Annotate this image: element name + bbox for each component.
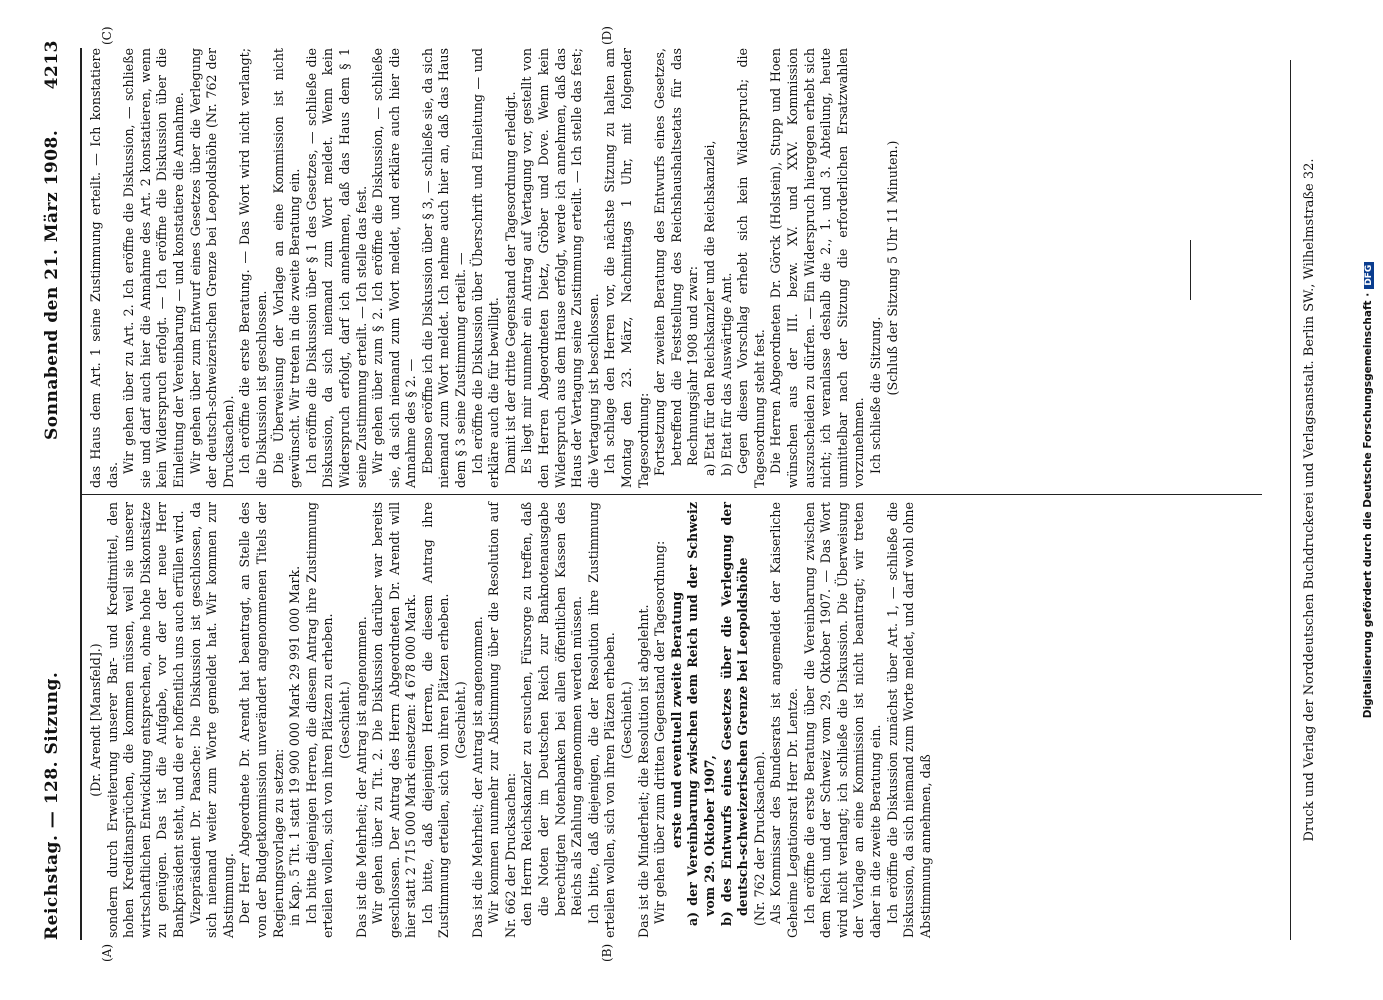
paragraph: Das ist die Mehrheit; der Antrag ist angenommen. xyxy=(353,616,369,938)
paragraph: den Herrn Reichskanzler zu ersuchen, Fürsorge zu treffen, daß die Noten der im Deutschen Reich zur Banknotenausgabe berechtigten Notenbanken bei allen öffentlichen Kassen des Reichs als Zahlung angenommen werden müssen. xyxy=(519,502,585,926)
paragraph: Wir kommen nunmehr zur Abstimmung über die Resolution auf Nr. 662 der Drucksachen: xyxy=(486,502,518,938)
paragraph: Ich schließe die Sitzung. xyxy=(867,316,883,474)
margin-marker-b: (B) xyxy=(600,943,614,962)
footer-rule xyxy=(1290,60,1291,940)
paragraph: Als Kommissar des Bundesrats ist angemeldet der Kaiserliche Geheime Legationsrat Herr Dr. Lentze. xyxy=(768,502,800,938)
running-header-left: Reichstag. — 128. Sitzung. xyxy=(42,671,62,940)
paragraph: Ebenso eröffne ich die Diskussion über § 3, — schließe sie, da sich niemand zum Wort meldet. Ich nehme auch hier an, daß das Haus dem § 3 seine Zustimmung erteilt. — xyxy=(419,48,469,488)
digitization-text: Digitalisierung gefördert durch die Deutsche Forschungsgemeinschaft · xyxy=(1362,292,1374,719)
paragraph: Der Herr Abgeordnete Dr. Arendt hat beantragt, an Stelle des von der Budgetkommission unverändert angenommenen Titels der Regierungsvorlage zu setzen: xyxy=(237,502,286,938)
page-number: 4213 xyxy=(42,40,62,90)
margin-marker-d: (D) xyxy=(600,26,614,45)
speaker-note: (Dr. Arendt [Mansfeld].) xyxy=(88,643,103,797)
agenda-item: b) Etat für das Auswärtige Amt. xyxy=(718,272,734,476)
paragraph: Ich bitte, daß diejenigen, die der Resolution ihre Zustimmung erteilen wollen, sich von ihren Plätzen erheben. xyxy=(585,502,618,938)
paragraph: Die Überweisung der Vorlage an eine Kommission ist nicht gewünscht. Wir treten in die zweite Beratung ein. xyxy=(270,48,303,488)
paragraph: Gegen diesen Vorschlag erhebt sich kein Widerspruch; die Tagesordnung steht fest. xyxy=(735,48,767,488)
paragraph: Ich bitte diejenigen Herren, die diesem Antrag ihre Zustimmung erteilen wollen, sich von ihren Plätzen zu erheben. xyxy=(303,502,336,938)
paragraph: Wir gehen über zum dritten Gegenstand der Tagesordnung: xyxy=(652,540,668,924)
paragraph: in Kap. 5 Tit. 1 statt 19 900 000 Mark 29 991 000 Mark. xyxy=(287,565,303,926)
paragraph: Ich eröffne die Diskussion zunächst über Art. 1, — schließe die Diskussion, da sich niemand zum Worte meldet, und darf wohl ohne Abstimmung annehmen, daß xyxy=(884,502,933,938)
running-header-right: Sonnabend den 21. März 1908. xyxy=(42,129,62,440)
paragraph: Ich eröffne die erste Beratung über die Vereinbarung zwischen dem Reich und der Schweiz vom 29. Oktober 1907. — Das Wort wird nicht verlangt; ich schließe die Diskussion. Die Überweisung der Vorlage an eine Kommission ist nicht beantragt; wir treten daher in die zweite Beratung ein. xyxy=(801,502,883,938)
left-column xyxy=(88,502,934,938)
closing-note: (Schluß der Sitzung 5 Uhr 11 Minuten.) xyxy=(884,140,900,396)
paragraph: Damit ist der dritte Gegenstand der Tagesordnung erledigt. xyxy=(502,91,518,474)
right-column xyxy=(88,48,901,488)
digitization-note xyxy=(1362,40,1374,940)
paragraph: Wir gehen über zu Art. 2. Ich eröffne die Diskussion, — schließe sie und darf auch hier die Annahme des Art. 2 konstatieren, wenn kein Widerspruch erfolgt. — Ich eröffne die Diskussion über die Einleitung der Vereinbarung — und konstatiere die Annahme. xyxy=(121,48,186,488)
end-rule xyxy=(1190,240,1191,300)
stage-direction: (Geschieht.) xyxy=(336,681,352,759)
paragraph: Ich schlage den Herren vor, die nächste Sitzung zu halten am Montag den 23. März, Nachmittags 1 Uhr, mit folgender Tagesordnung: xyxy=(602,48,651,488)
margin-marker-a: (A) xyxy=(100,943,114,962)
paragraph: Das ist die Minderheit; die Resolution ist abgelehnt. xyxy=(635,604,651,938)
agenda-item: b) des Entwurfs eines Gesetzes über die Verlegung der deutsch-schweizerischen Grenze bei Leopoldshöhe xyxy=(718,502,751,926)
stage-direction: (Geschieht.) xyxy=(453,681,469,759)
margin-marker-c: (C) xyxy=(100,26,114,45)
agenda-item: a) Etat für den Reichskanzler und die Reichskanzlei, xyxy=(701,140,717,476)
paragraph: Wir gehen über zum § 2. Ich eröffne die Diskussion, — schließe sie, da sich niemand zum Wort meldet, und erkläre auch hier die Annahme des § 2. — xyxy=(370,48,419,488)
paragraph: Ich eröffne die erste Beratung. — Das Wort wird nicht verlangt; die Diskussion ist geschlossen. xyxy=(237,48,269,488)
paragraph: Ich eröffne die Diskussion über § 1 des Gesetzes, — schließe die Diskussion, da sich niemand zum Wort meldet. Wenn kein Widerspruch erfolgt, darf ich annehmen, daß das Haus dem § 1 seine Zustimmung erteilt. — Ich stelle das fest. xyxy=(303,48,369,488)
dfg-logo: DFG xyxy=(1364,262,1374,289)
paragraph: das Haus dem Art. 1 seine Zustimmung erteilt. — Ich konstatiere das. xyxy=(88,48,120,488)
paragraph: Ich eröffne die Diskussion über Überschrift und Einleitung — und erkläre auch die für bewilligt. xyxy=(469,48,502,488)
paragraph: Vizepräsident Dr. Paasche: Die Diskussion ist geschlossen, da sich niemand weiter zum Worte gemeldet hat. Wir kommen zur Abstimmung. xyxy=(187,502,236,938)
stage-direction: (Geschieht.) xyxy=(619,681,634,759)
column-divider xyxy=(82,494,1262,495)
agenda-paragraph: Fortsetzung der zweiten Beratung des Entwurfs eines Gesetzes, betreffend die Feststellung des Reichshaushaltsetats für das Rechnungsjahr 1908 und zwar: xyxy=(652,48,701,476)
paragraph: Es liegt mir nunmehr ein Antrag auf Vertagung vor, gestellt von den Herren Abgeordneten Dietz, Gröber und Dove. Wenn kein Widerspruch aus dem Hause erfolgt, werde ich annehmen, daß das Haus der Vertagung seine Zustimmung erteilt. — Ich stelle das fest; die Vertagung ist beschlossen. xyxy=(519,48,601,488)
paragraph: Die Herren Abgeordneten Dr. Görck (Holstein), Stupp und Hoen wünschen aus der III. bezw. XV. und XXV. Kommission auszuscheiden zu dürfen. — Ein Widerspruch hiergegen erhebt sich nicht; ich veranlasse deshalb die 2., 1. und 3. Abteilung, heute unmittelbar nach der Sitzung die erforderlichen Ersatzwahlen vorzunehmen. xyxy=(768,48,867,488)
agenda-heading: erste und eventuell zweite Beratung xyxy=(668,591,684,849)
printer-imprint: Druck und Verlag der Norddeutschen Buchdruckerei und Verlagsanstalt. Berlin SW., Wilhelmstraße 32. xyxy=(1302,158,1317,842)
paragraph: sondern durch Erweiterung unserer Bar- und Kreditmittel, den hohen Kreditansprüchen, die kommen müssen, weil sie unserer wirtschaftlichen Entwicklung entsprechen, ohne hohe Diskontsätze zu genügen. Das ist die Aufgabe, vor der der neue Herr Bankpräsident steht, und die er hoffentlich uns auch erfüllen wird. xyxy=(104,502,186,938)
paragraph: (Nr. 762 der Drucksachen). xyxy=(751,751,767,926)
paragraph: Ich bitte, daß diejenigen Herren, die diesem Antrag ihre Zustimmung erteilen, sich von ihren Plätzen erheben. xyxy=(419,502,452,938)
paragraph: Wir gehen über zum Entwurf eines Gesetzes über die Verlegung der deutsch-schweizerischen Grenze bei Leopoldshöhe (Nr. 762 der Drucksachen). xyxy=(187,48,236,488)
agenda-item: a) der Vereinbarung zwischen dem Reich und der Schweiz vom 29. Oktober 1907, xyxy=(685,502,717,926)
paragraph: Das ist die Mehrheit; der Antrag ist angenommen. xyxy=(469,616,485,938)
paragraph: Wir gehen über zu Tit. 2. Die Diskussion darüber war bereits geschlossen. Der Antrag des Herrn Abgeordneten Dr. Arendt will hier statt 2 715 000 Mark einsetzen: 4 678 000 Mark. xyxy=(370,502,419,938)
